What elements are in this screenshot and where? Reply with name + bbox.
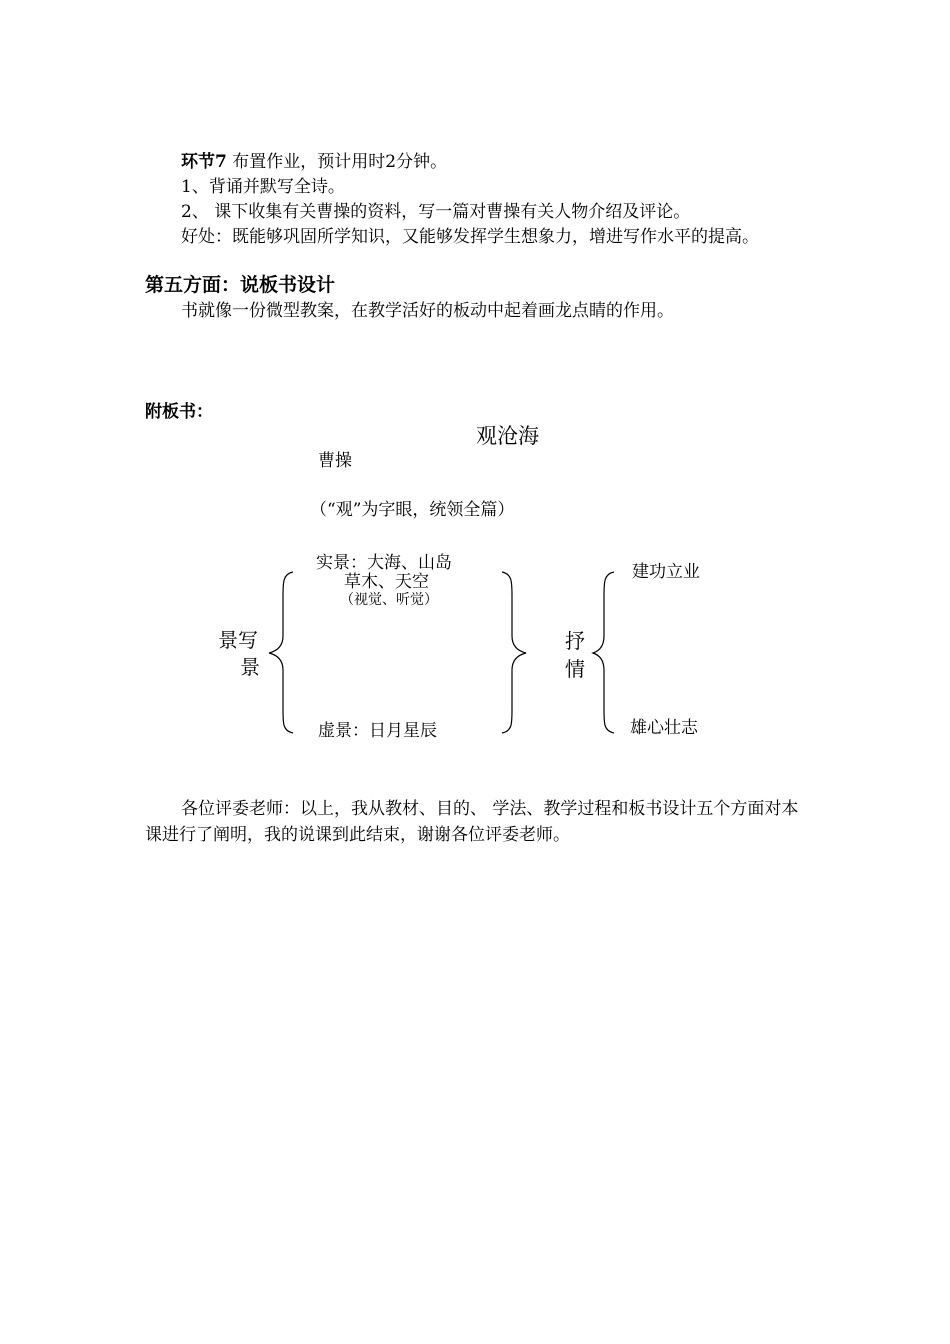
board-keyword-note: （“观”为字眼，统领全篇） [310,500,515,520]
real-scene-line2: 草木、天空 [344,572,429,592]
homework-item-1: 1、背诵并默写全诗。 [181,177,345,197]
step7-line [181,152,447,172]
board-author: 曹操 [318,451,352,471]
right-brace [590,570,620,735]
right-label-line1: 抒 [565,629,585,653]
step7-text: 布置作业，预计用时2分钟。 [232,152,448,172]
closing-line2: 课进行了阐明，我的说课到此结束，谢谢各位评委老师。 [145,825,570,845]
right-label-line2: 情 [565,657,585,681]
virtual-scene: 虚景：日月星辰 [318,721,437,741]
real-scene-note: （视觉、听觉） [340,592,438,608]
homework-item-2: 2、 课下收集有关曹操的资料，写一篇对曹操有关人物介绍及评论。 [181,202,691,222]
left-label-line2: 景 [240,655,260,679]
section5-heading: 第五方面：说板书设计 [145,274,336,296]
left-brace [265,570,295,735]
closing-line1: 各位评委老师：以上，我从教材、目的、 学法、教学过程和板书设计五个方面对本 [181,799,799,819]
board-title: 观沧海 [476,424,539,448]
emotion-bottom: 雄心壮志 [630,718,698,738]
section5-intro: 书就像一份微型教案，在教学活好的板动中起着画龙点睛的作用。 [181,301,674,321]
board-label: 附板书： [145,402,213,422]
step7-label: 环节7 [181,152,227,172]
middle-brace [500,570,530,735]
homework-benefit: 好处：既能够巩固所学知识，又能够发挥学生想象力，增进写作水平的提高。 [181,227,759,247]
real-scene-line1: 实景：大海、山岛 [316,553,452,573]
left-label-line1: 景写 [218,628,258,652]
emotion-top: 建功立业 [632,562,700,582]
